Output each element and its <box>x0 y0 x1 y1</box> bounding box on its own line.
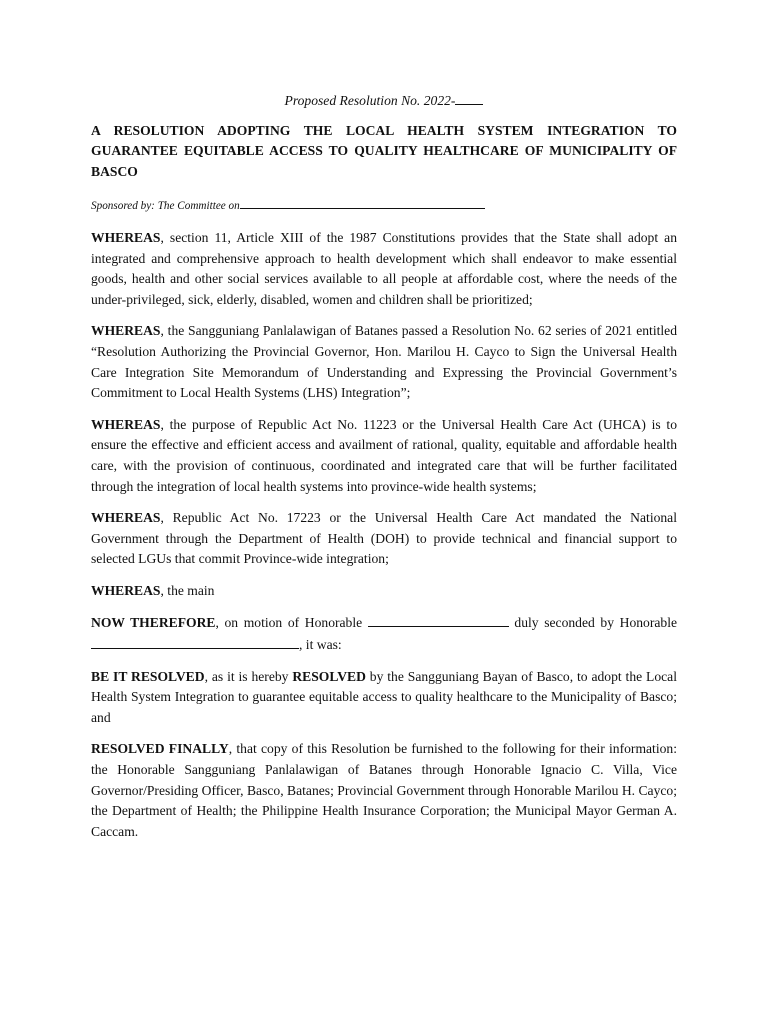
whereas-text: , the main <box>160 582 215 598</box>
resolved-finally-paragraph <box>91 739 677 842</box>
whereas-text: , the purpose of Republic Act No. 11223 or the Universal Health Care Act (UHCA) is to ensure the effective and efficient access and availment of rational, quality, equitable and affordable health care, with the provision of continuous, coordinated and integrated care that will be further facilitated through the integration of local health systems into province-wide health systems; <box>91 416 677 494</box>
be-it-resolved-text-1: , as it is hereby <box>204 668 293 684</box>
seconded-honorable-blank <box>91 634 299 649</box>
whereas-text: , the Sangguniang Panlalawigan of Batanes passed a Resolution No. 62 series of 2021 entitled “Resolution Authorizing the Provincial Governor, Hon. Marilou H. Cayco to Sign the Universal Health Care Integration Site Memorandum of Understanding and Expressing the Provincial Government’s Commitment to Local Health Systems (LHS) Integration”; <box>91 323 677 401</box>
resolved-keyword: RESOLVED <box>292 668 366 684</box>
whereas-paragraph-3 <box>91 415 677 497</box>
resolution-title: A RESOLUTION ADOPTING THE LOCAL HEALTH SYSTEM INTEGRATION TO GUARANTEE EQUITABLE ACCESS TO QUALITY HEALTHCARE OF MUNICIPALITY OF BASCO <box>91 122 677 179</box>
now-therefore-paragraph <box>91 612 677 655</box>
motion-honorable-blank <box>368 612 509 627</box>
whereas-text: , Republic Act No. 17223 or the Universal Health Care Act mandated the National Government through the Department of Health (DOH) to provide technical and financial support to selected LGUs that commit Province-wide integration; <box>91 510 677 567</box>
whereas-keyword: WHEREAS <box>91 229 161 245</box>
now-therefore-keyword: NOW THEREFORE <box>91 615 216 631</box>
whereas-keyword: WHEREAS <box>91 416 161 432</box>
resolved-finally-keyword: RESOLVED FINALLY <box>91 741 229 757</box>
whereas-keyword: WHEREAS <box>91 582 161 598</box>
proposed-resolution-label: Proposed Resolution No. 2022- <box>284 93 456 108</box>
now-therefore-text-1: , on motion of Honorable <box>215 615 368 631</box>
resolution-number-blank <box>455 90 483 105</box>
now-therefore-text-2: duly seconded by Honorable <box>508 615 677 631</box>
be-it-resolved-paragraph <box>91 667 677 729</box>
whereas-text: , section 11, Article XIII of the 1987 Constitutions provides that the State shall adopt an integrated and comprehensive approach to health development which shall endeavor to make essential goods, health and other social services available to all people at affordable cost, where the needs of the under-privileged, sick, elderly, disabled, women and children shall be prioritized; <box>91 229 677 307</box>
whereas-keyword: WHEREAS <box>91 510 161 526</box>
whereas-paragraph-4 <box>91 508 677 570</box>
resolved-finally-text: , that copy of this Resolution be furnished to the following for their information: the Honorable Sangguniang Panlalawigan of Batanes through Honorable Ignacio C. Villa, Vice Governor/Presiding Officer, Basco, Batanes; Provincial Government through Honorable Marilou H. Cayco; the Department of Health; the Philippine Health Insurance Corporation; the Municipal Mayor German A. Caccam. <box>91 741 677 839</box>
document-page <box>91 90 677 853</box>
sponsor-line <box>91 196 677 217</box>
whereas-paragraph-5 <box>91 581 677 602</box>
now-therefore-text-3: , it was: <box>299 637 342 653</box>
whereas-paragraph-2 <box>91 321 677 403</box>
whereas-keyword: WHEREAS <box>91 323 161 339</box>
proposed-resolution-header <box>91 90 677 112</box>
sponsor-blank <box>240 196 485 209</box>
be-it-resolved-text-2: by the Sangguniang Bayan of Basco, to adopt the Local Health System Integration to guarantee equitable access to quality healthcare to the Municipality of Basco; and <box>91 668 677 725</box>
sponsor-label: Sponsored by: The Committee on <box>91 200 240 213</box>
whereas-paragraph-1 <box>91 228 677 310</box>
be-it-resolved-keyword: BE IT RESOLVED <box>91 668 205 684</box>
